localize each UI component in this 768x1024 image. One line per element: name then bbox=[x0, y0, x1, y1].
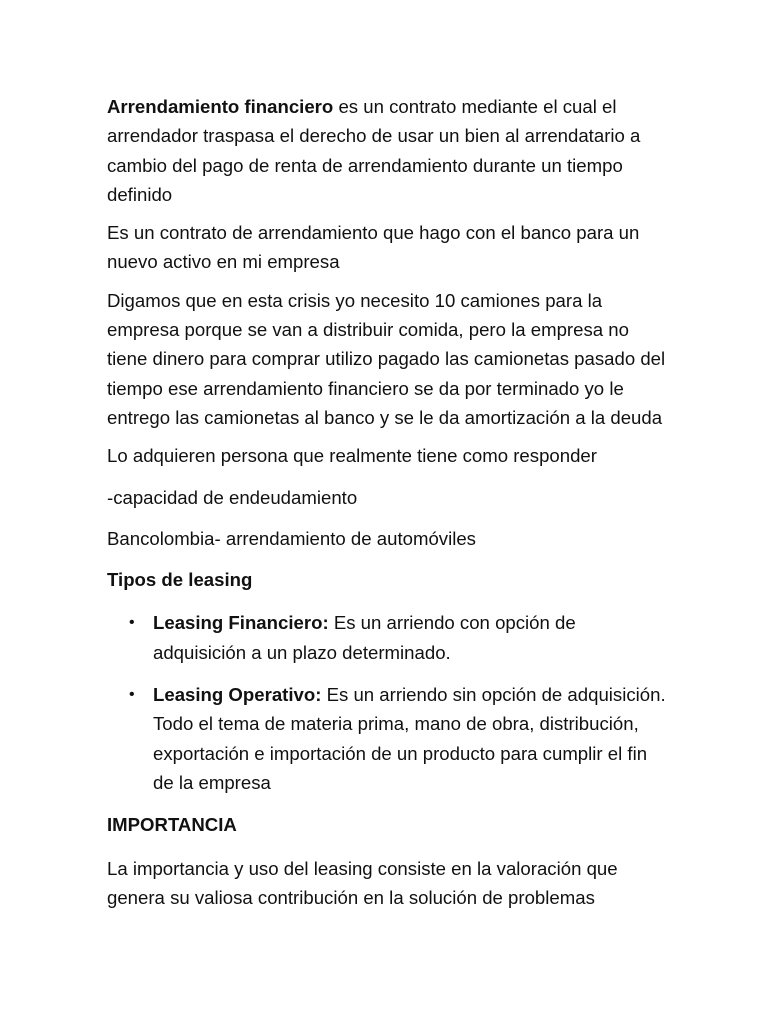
list-item bbox=[107, 608, 667, 667]
importance-paragraph: La importancia y uso del leasing consiste en la valoración que genera su valiosa contribución en la solución de problemas bbox=[107, 857, 618, 908]
intro-term: Arrendamiento financiero bbox=[107, 96, 334, 117]
bullet-icon: • bbox=[129, 614, 135, 632]
list-item bbox=[107, 680, 667, 797]
capacity-line: -capacidad de endeudamiento bbox=[107, 486, 358, 508]
intro-paragraph bbox=[107, 92, 667, 209]
bancolombia-line: Bancolombia- arrendamiento de automóviles bbox=[107, 527, 476, 549]
contract-paragraph: Es un contrato de arrendamiento que hago con el banco para un nuevo activo en mi empresa bbox=[107, 222, 640, 273]
acquirers-paragraph: Lo adquieren persona que realmente tiene como responder bbox=[107, 445, 597, 467]
intro-definition: es un contrato mediante el cual el arrendador traspasa el derecho de usar un bien al arrendatario a cambio del pago de renta de arrendamiento durante un tiempo definido bbox=[107, 96, 641, 205]
leasing-type-term: Leasing Financiero: bbox=[153, 612, 329, 634]
leasing-type-term: Leasing Operativo: bbox=[153, 684, 322, 706]
types-heading: Tipos de leasing bbox=[107, 569, 253, 591]
bullet-icon: • bbox=[129, 686, 135, 704]
example-paragraph: Digamos que en esta crisis yo necesito 10 camiones para la empresa porque se van a distribuir comida, pero la empresa no tiene dinero para comprar utilizo pagado las camionetas pasado del tiempo ese arrendamiento financiero se da por terminado yo le entrego las camionetas al banco y se le da amortización a la deuda bbox=[107, 289, 666, 428]
document-body bbox=[107, 92, 667, 912]
importance-heading: IMPORTANCIA bbox=[107, 814, 237, 836]
leasing-type-description: Es un arriendo sin opción de adquisición. Todo el tema de materia prima, mano de obra, distribución, exportación e importación de un producto para cumplir el fin de la empresa bbox=[153, 684, 666, 793]
leasing-types-list bbox=[107, 608, 667, 797]
leasing-type-description: Es un arriendo con opción de adquisición a un plazo determinado. bbox=[153, 612, 576, 663]
